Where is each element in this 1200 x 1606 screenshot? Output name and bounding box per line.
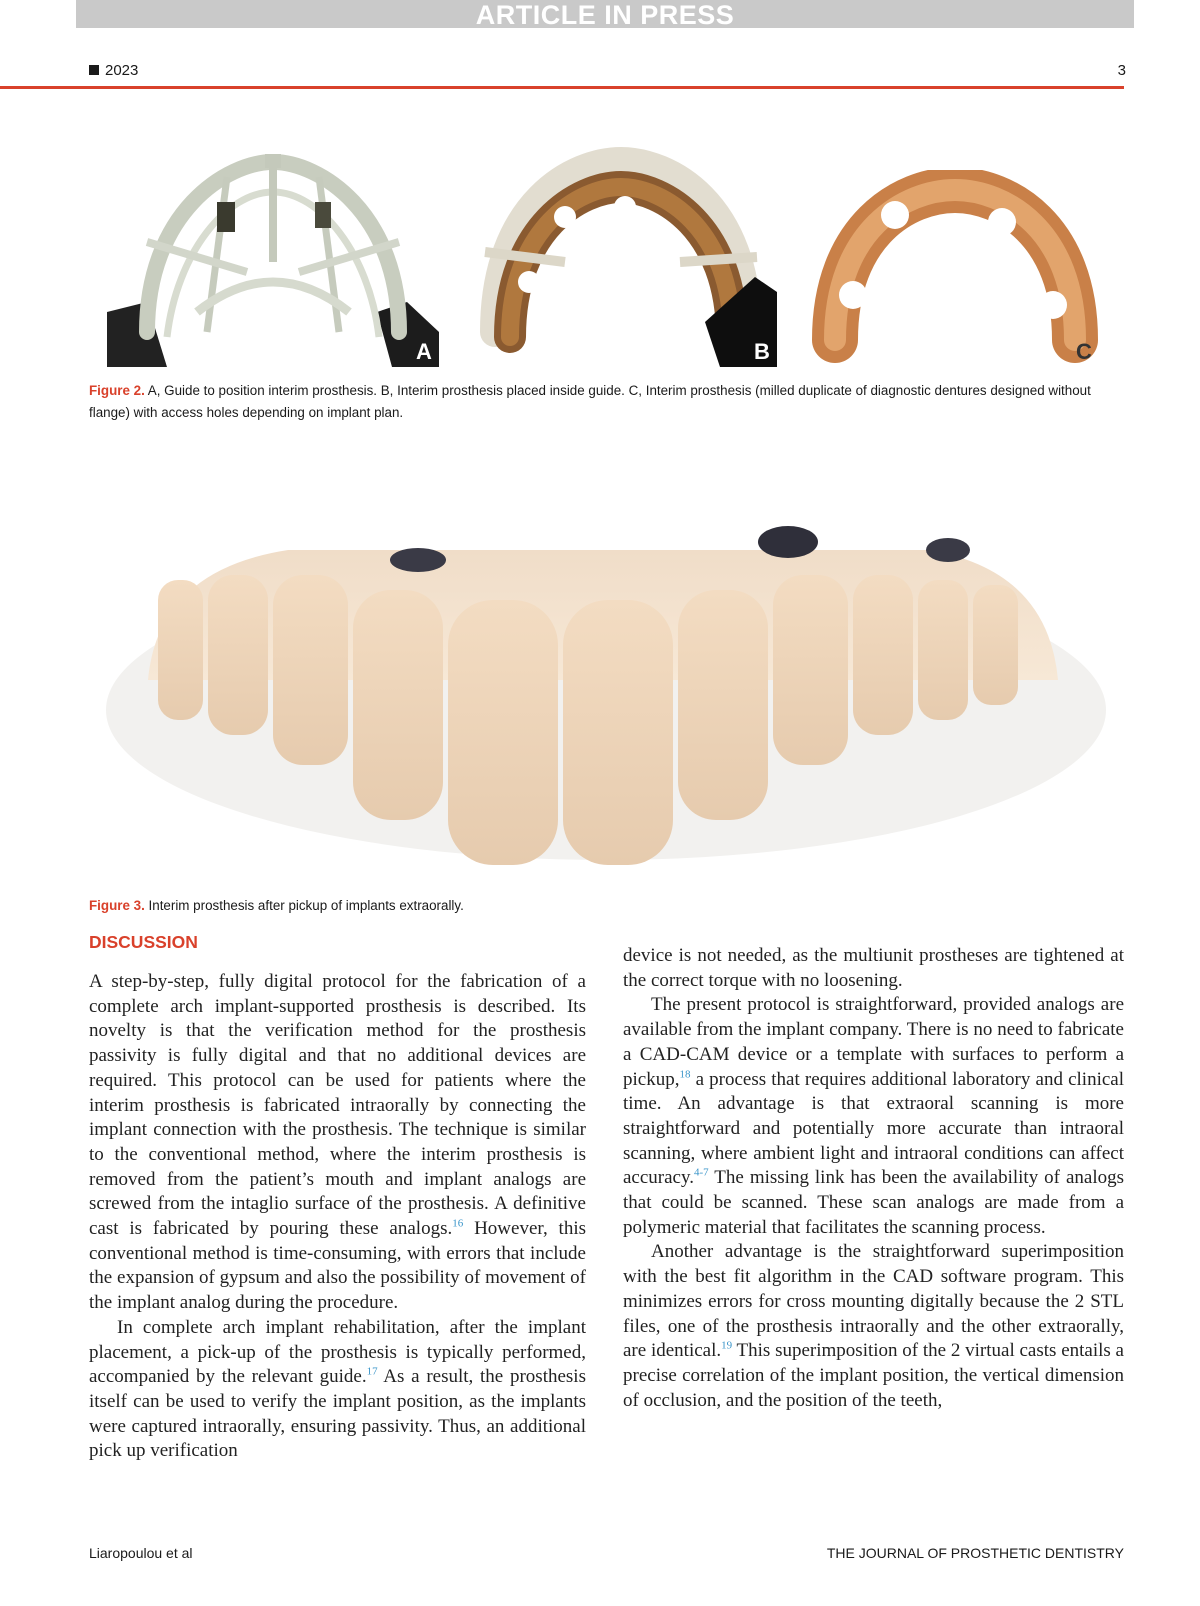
running-header [89,62,1126,82]
paragraph-text: A step-by-step, fully digital protocol for the fabrication of a complete arch implant-supported prosthesis is described. Its novelty is that the verification method for the prosthesis passivity is fully digital and that no additional devices are required. This protocol can be used for patients where the interim prosthesis is fabricated intraorally by connecting the implant connection with the prosthesis. The technique is similar to the conventional method, where the interim prosthesis is removed from the patient’s mouth and implant analogs are screwed from the intaglio surface of the prosthesis. A definitive cast is fabricated by pouring these analogs. [89,971,586,1240]
reference-link[interactable]: 16 [452,1217,464,1230]
discussion-heading: DISCUSSION [89,932,198,952]
reference-link[interactable]: 19 [721,1339,733,1352]
figure-2b-image [465,132,777,367]
panel-label-c: C [1076,339,1092,364]
square-bullet-icon [89,65,99,75]
footer-journal: THE JOURNAL OF PROSTHETIC DENTISTRY [826,1545,1124,1561]
left-column [89,970,586,1464]
article-in-press-banner [76,0,1134,28]
figure-2-caption-text: A, Guide to position interim prosthesis. B, Interim prosthesis placed inside guide. C, Interim prosthesis (milled duplicate of diagnostic dentures designed without flange) with access holes depending on implant plan. [89,383,1091,420]
figure-2-caption [89,380,1124,424]
paragraph [89,970,586,1316]
paragraph [623,1240,1124,1413]
paragraph [89,1316,586,1464]
paragraph-text: This superimposition of the 2 virtual casts entails a precise correlation of the implant position, the vertical dimension of occlusion, and the position of the teeth, [623,1340,1124,1411]
paragraph-text: As a result, the prosthesis itself can be used to verify the implant position, as the implants were captured intraorally, ensuring passivity. Thus, an additional pick up verification [89,1366,586,1462]
paragraph-text: Another advantage is the straightforward superimposition with the best fit algorithm in the CAD software program. This minimizes errors for cross mounting digitally because the 2 STL files, one of the prosthesis intraorally and the other extraorally, are identical. [623,1241,1124,1362]
paragraph-text: The present protocol is straightforward, provided analogs are available from the implant company. There is no need to fabricate a CAD-CAM device or a template with surfaces to perform a pickup, [623,994,1124,1090]
paragraph-text: The missing link has been the availability of analogs that could be scanned. These scan analogs are made from a polymeric material that facilitates the scanning process. [623,1167,1124,1238]
reference-link[interactable]: 4-7 [694,1167,709,1179]
paragraph [623,944,1124,993]
figure-3-caption [89,895,1124,917]
footer-authors: Liaropoulou et al [89,1545,193,1561]
figure-2a-image [107,132,439,367]
paragraph-text: However, this conventional method is time-consuming, with errors that include the expansion of gypsum and also the possibility of movement of the implant analog during the procedure. [89,1218,587,1314]
reference-link[interactable]: 18 [679,1068,691,1081]
figure-2c-image [805,170,1105,370]
figure-3-image [88,450,1124,890]
panel-label-a: A [416,339,432,364]
banner-text: ARTICLE IN PRESS [475,0,735,30]
right-column [623,944,1124,1413]
header-rule [0,86,1124,89]
paragraph-text: In complete arch implant rehabilitation, after the implant placement, a pick-up of the prosthesis is typically performed, accompanied by the relevant guide. [89,1316,586,1388]
paragraph-text: device is not needed, as the multiunit prostheses are tightened at the correct torque with no loosening. [623,945,1124,991]
figure-2-label: Figure 2. [89,383,145,398]
paragraph-text: a process that requires additional laboratory and clinical time. An advantage is that extraoral scanning is more straightforward and potentially more accurate than intraoral scanning, where ambient light and intraoral conditions can affect accuracy. [623,1068,1124,1189]
paragraph [623,993,1124,1240]
panel-label-b: B [754,339,770,364]
issue-year: 2023 [105,62,139,79]
reference-link[interactable]: 17 [366,1365,378,1378]
page-number: 3 [1117,62,1126,79]
figure-3-label: Figure 3. [89,898,145,913]
figure-3-caption-text: Interim prosthesis after pickup of implants extraorally. [144,898,464,913]
issue-label [89,62,138,79]
